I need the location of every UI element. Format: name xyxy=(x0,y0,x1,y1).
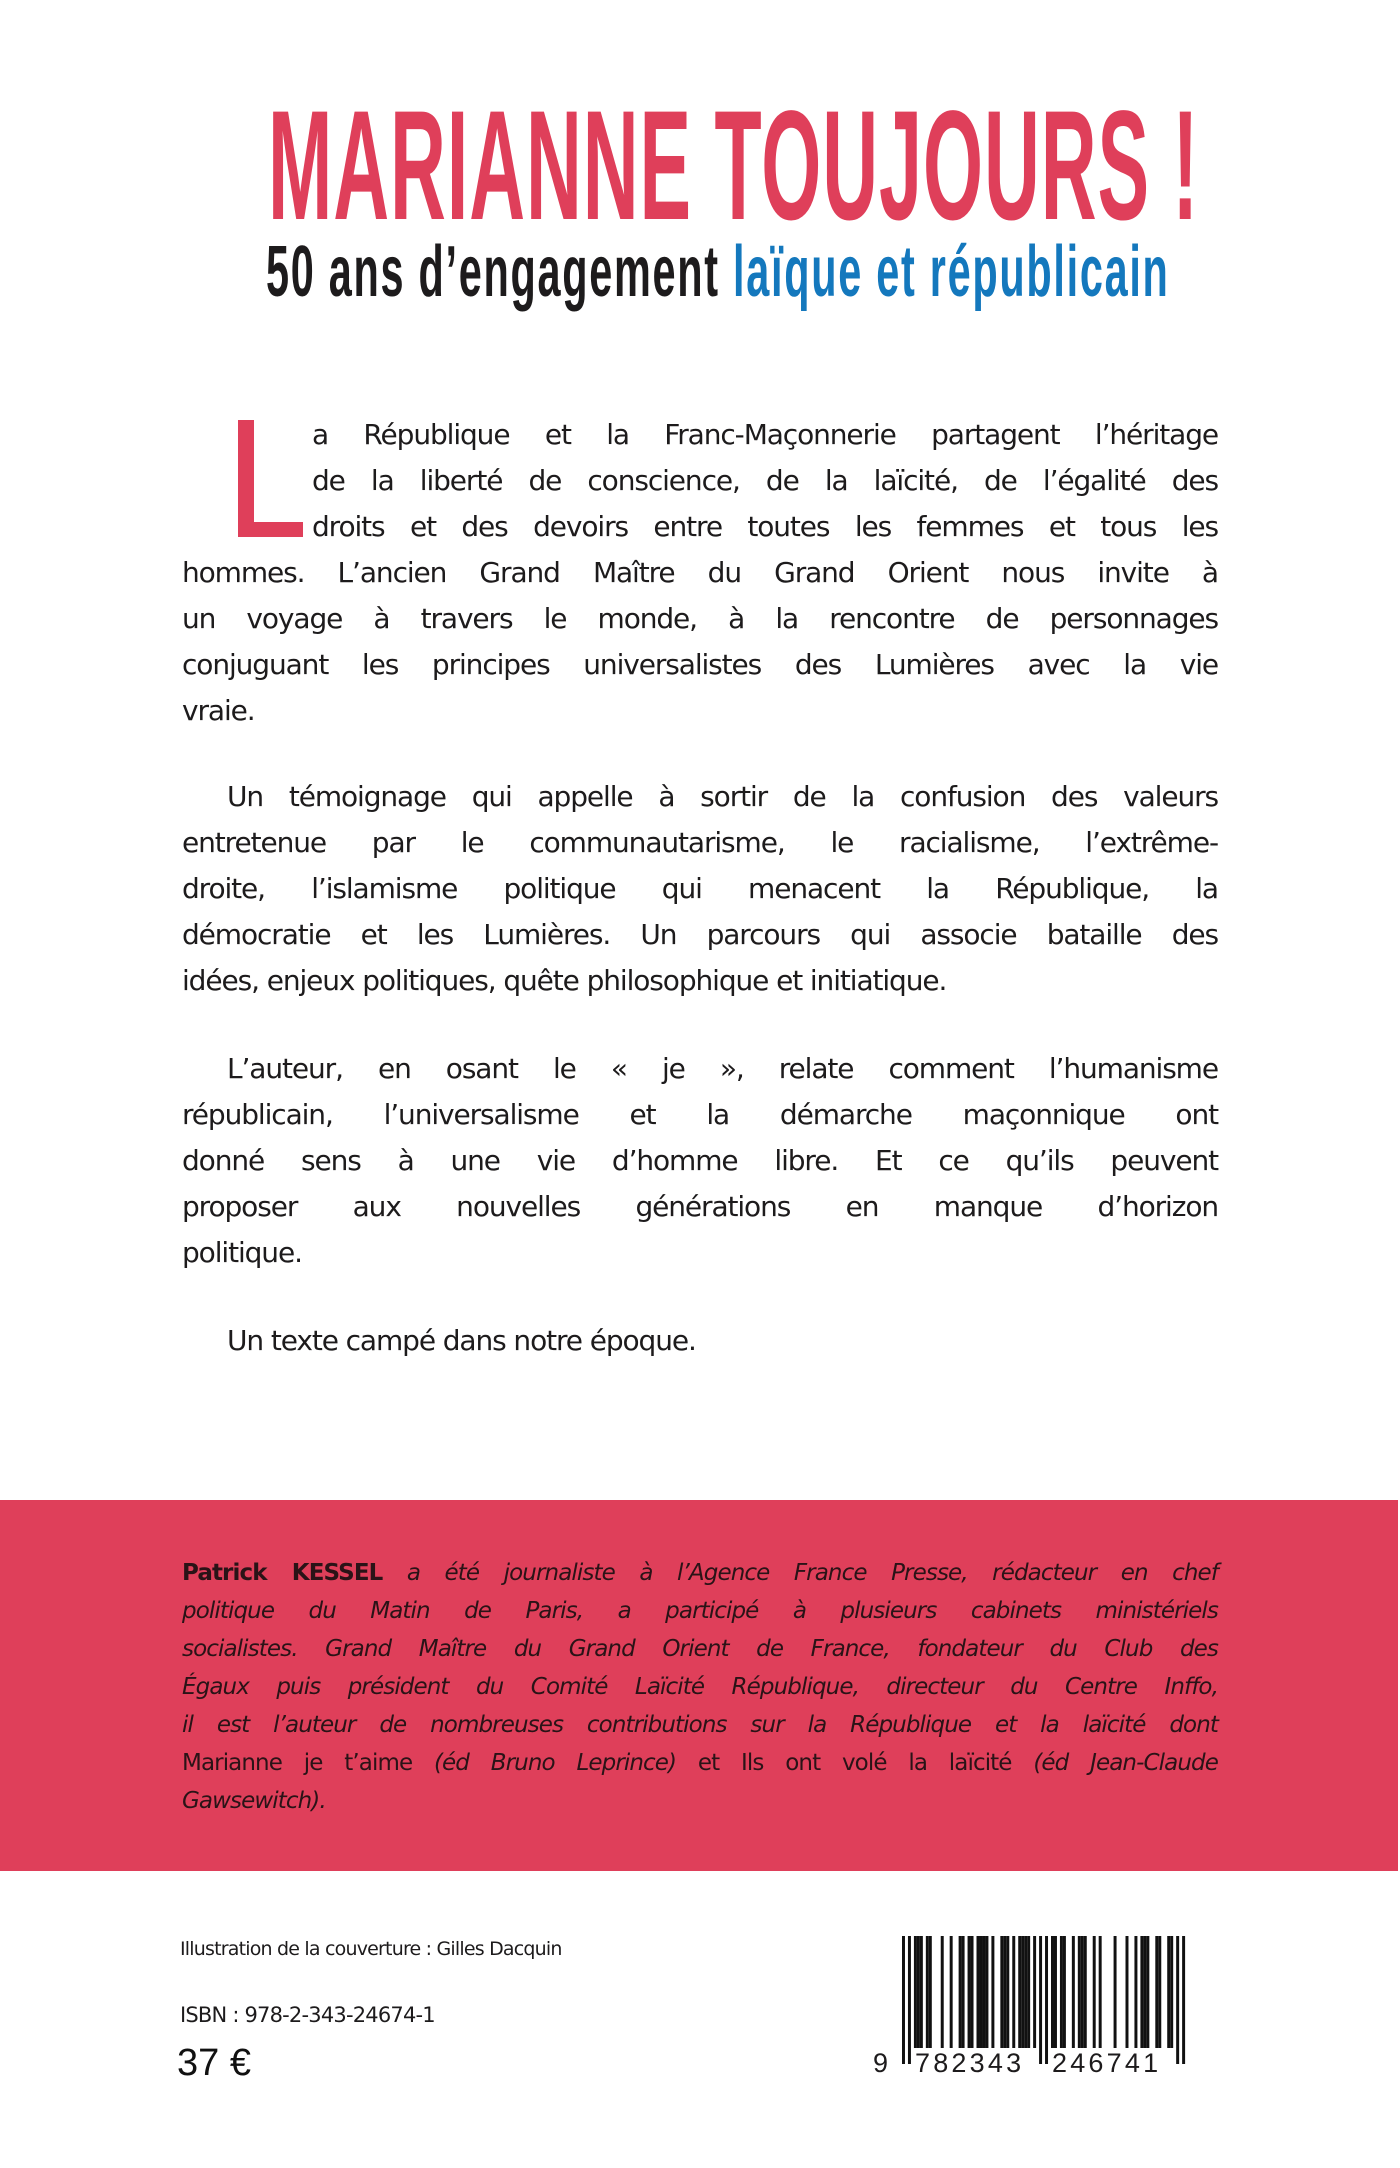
author-name: Patrick KESSEL xyxy=(182,1560,383,1586)
barcode-digits xyxy=(860,2048,1200,2078)
drop-cap-foot xyxy=(238,522,303,537)
barcode-bar xyxy=(1024,1936,1027,2048)
barcode-bar xyxy=(1078,1936,1081,2048)
barcode-bar xyxy=(985,1936,988,2048)
barcode-bar xyxy=(1054,1936,1057,2048)
barcode-bar xyxy=(959,1936,962,2048)
barcode-digit-first: 9 xyxy=(873,2048,892,2078)
blurb-line: un voyage à travers le monde, à la rencontre de personnages xyxy=(182,602,1218,635)
drop-cap-stem xyxy=(238,420,254,537)
barcode-bar xyxy=(968,1936,971,2048)
blurb-line: conjuguant les principes universalistes des Lumières avec la vie xyxy=(182,648,1218,681)
price: 37 € xyxy=(177,2042,251,2084)
blurb-line: démocratie et les Lumières. Un parcours qui associe bataille des xyxy=(182,918,1218,951)
blurb-line: droits et des devoirs entre toutes les femmes et tous les xyxy=(312,510,1218,543)
barcode-bar xyxy=(1051,1936,1054,2048)
barcode-bar xyxy=(1012,1936,1015,2048)
blurb-line: Un texte campé dans notre époque. xyxy=(227,1324,696,1357)
blurb-line: idées, enjeux politiques, quête philosophique et initiatique. xyxy=(182,964,947,997)
barcode-bar xyxy=(1045,1936,1048,2064)
barcode-bar xyxy=(1114,1936,1117,2048)
illustration-credit: Illustration de la couverture : Gilles Dacquin xyxy=(180,1938,562,1960)
blurb-line: donné sens à une vie d’homme libre. Et ce qu’ils peuvent xyxy=(182,1144,1218,1177)
ean-barcode xyxy=(860,1930,1200,2080)
barcode-bar xyxy=(1176,1936,1179,2064)
blurb-line: L’auteur, en osant le « je », relate comment l’humanisme xyxy=(227,1052,1218,1085)
barcode-bar xyxy=(1000,1936,1003,2048)
bio-line: politique du Matin de Paris, a participé à plusieurs cabinets ministériels xyxy=(182,1598,1218,1624)
bio-line xyxy=(182,1554,1218,1592)
barcode-bar xyxy=(941,1936,944,2048)
barcode-bar xyxy=(1099,1936,1102,2048)
blurb-line: a République et la Franc-Maçonnerie partagent l’héritage xyxy=(312,418,1218,451)
barcode-bar xyxy=(977,1936,980,2048)
barcode-bar xyxy=(908,1936,911,2064)
barcode-bar xyxy=(1146,1936,1149,2048)
isbn: ISBN : 978-2-343-24674-1 xyxy=(180,2003,435,2027)
blurb-line: Un témoignage qui appelle à sortir de la confusion des valeurs xyxy=(227,780,1218,813)
barcode-bar xyxy=(991,1936,994,2048)
blurb-line: proposer aux nouvelles générations en manque d’horizon xyxy=(182,1190,1218,1223)
barcode-bar xyxy=(1134,1936,1137,2048)
bio-line: Gawsewitch). xyxy=(182,1788,326,1814)
barcode-bar xyxy=(1158,1936,1161,2048)
bio-line: il est l’auteur de nombreuses contributions sur la République et la laïcité dont xyxy=(182,1712,1218,1738)
barcode-bar xyxy=(1081,1936,1084,2048)
barcode-bar xyxy=(982,1936,985,2048)
barcode-bar xyxy=(1093,1936,1096,2048)
barcode-bar xyxy=(920,1936,923,2048)
bio-text: a été journaliste à l’Agence France Presse, rédacteur en chef xyxy=(382,1560,1218,1586)
book-subtitle xyxy=(266,232,1170,312)
blurb-line: de la liberté de conscience, de la laïcité, de l’égalité des xyxy=(312,464,1218,497)
book-title-1: Marianne je t’aime xyxy=(182,1750,434,1776)
barcode-bar xyxy=(914,1936,917,2048)
barcode-bar xyxy=(1182,1936,1185,2064)
barcode-bar xyxy=(1072,1936,1075,2048)
barcode-bar xyxy=(902,1936,905,2064)
barcode-bar xyxy=(1140,1936,1143,2048)
conjunction: et xyxy=(676,1750,742,1776)
barcode-bar xyxy=(1006,1936,1009,2048)
barcode-bar xyxy=(979,1936,982,2048)
barcode-bar xyxy=(1003,1936,1006,2048)
barcode-bar xyxy=(1155,1936,1158,2048)
subtitle-part-dark: 50 ans d’engagement xyxy=(266,232,720,312)
barcode-group-right: 246741 xyxy=(1052,2048,1162,2078)
editor-1: (éd Bruno Leprince) xyxy=(433,1750,677,1776)
barcode-bar xyxy=(1126,1936,1129,2048)
editor-2: (éd Jean-Claude xyxy=(1033,1750,1218,1776)
book-title-text: MARIANNE TOUJOURS ! xyxy=(268,79,1200,253)
book-title-2: Ils ont volé la laïcité xyxy=(741,1750,1034,1776)
barcode-bar xyxy=(1084,1936,1087,2048)
barcode-bar xyxy=(1027,1936,1030,2048)
barcode-bar xyxy=(1063,1936,1066,2048)
drop-cap-letter xyxy=(238,420,303,537)
barcode-bar xyxy=(1167,1936,1170,2048)
book-title xyxy=(268,79,1200,253)
bio-line xyxy=(182,1744,1218,1782)
barcode-bar xyxy=(1018,1936,1021,2048)
barcode-bar xyxy=(1143,1936,1146,2048)
barcode-bar xyxy=(1021,1936,1024,2048)
blurb-line: vraie. xyxy=(182,694,255,727)
blurb-line: hommes. L’ancien Grand Maître du Grand Orient nous invite à xyxy=(182,556,1218,589)
barcode-group-left: 782343 xyxy=(915,2048,1025,2078)
book-subtitle-text xyxy=(266,232,1170,312)
bio-line: Égaux puis président du Comité Laïcité République, directeur du Centre Inffo, xyxy=(182,1674,1218,1700)
barcode-bar xyxy=(962,1936,965,2048)
barcode-bar xyxy=(1060,1936,1063,2048)
barcode-bar xyxy=(1033,1936,1036,2048)
barcode-bar xyxy=(926,1936,929,2048)
blurb-line: républicain, l’universalisme et la démarche maçonnique ont xyxy=(182,1098,1218,1131)
blurb-line: entretenue par le communautarisme, le racialisme, l’extrême- xyxy=(182,826,1218,859)
blurb-line: droite, l’islamisme politique qui menacent la République, la xyxy=(182,872,1218,905)
bio-line: socialistes. Grand Maître du Grand Orient de France, fondateur du Club des xyxy=(182,1636,1218,1662)
barcode-bar xyxy=(950,1936,953,2048)
subtitle-part-blue: laïque et républicain xyxy=(733,232,1170,312)
barcode-bar xyxy=(917,1936,920,2048)
barcode-bar xyxy=(1170,1936,1173,2048)
blurb-line: politique. xyxy=(182,1236,302,1269)
barcode-bar xyxy=(929,1936,932,2048)
barcode-bar xyxy=(1039,1936,1042,2064)
barcode-bar xyxy=(971,1936,974,2048)
